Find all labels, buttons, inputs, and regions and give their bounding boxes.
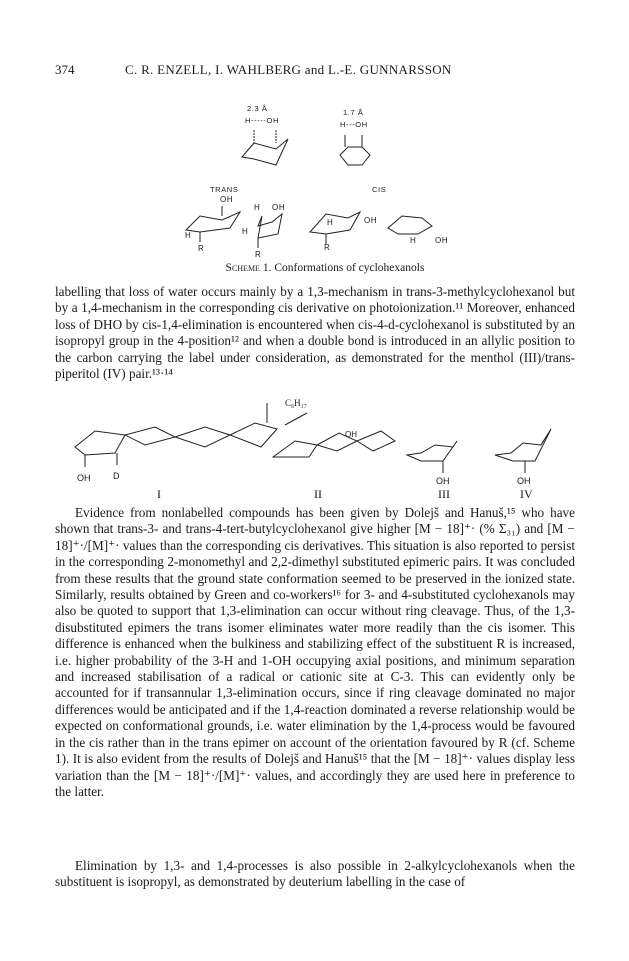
c8h17-label: C₈H₁₇ xyxy=(285,398,307,408)
oh-label-3: OH xyxy=(364,216,378,225)
compound-label-iii: III xyxy=(438,487,450,501)
oh-label-2: OH xyxy=(272,203,286,212)
scheme-caption-text: 1. Conformations of cyclohexanols xyxy=(259,262,425,274)
r-label-1: R xyxy=(198,244,205,253)
paragraph-2-text: Evidence from nonlabelled compounds has been given by Dolejš and Hanuš,¹⁵ who have shown that trans-3- and trans-4-tert-butylcyclohexanol give higher [M − 18]⁺· (% Σ₃₁) and [M − 18]⁺·/[M]⁺· values than the corresponding cis derivatives. This situation is also reported to persist in the corresponding 2-monomethyl and 2,2-dimethyl substituted epimeric pairs. It was concluded from these results that the ground state conformation seemed to be preserved in the ionized state. Similarly, results obtained by Green and co-workers¹⁶ for 3- and 4-substituted cyclohexanols may also be quoted to support that 1,3-elimination can occur without ring cleavage. Thus, of the 1,3-disubstituted epimers the trans isomer eliminates water more readily than the cis isomer. This difference is enhanced when the bulkiness and stabilizing effect of the substituent R is increased, i.e. higher probability of the 3-H and 1-OH occupying axial positions, and minimum separation and increased stabilisation of a radical or cationic site at C-3. This can evidently only be accounted for if transannular 1,3-elimination occurs, since if ring cleavage dominated no major differences would be anticipated and if the 1,4-reaction dominated a reverse relationship would be expected on conformational grounds, i.e. water elimination by the 1,4-process would be favoured in the cis rather than in the trans epimer on account of the orientation favoured by R (cf. Scheme 1). It is also evident from the results of Dolejš and Hanuš¹⁵ that the [M − 18]⁺· values display less variation than the [M − 18]⁺·/[M]⁺· values, and accordingly they are used here in preference to the latter. xyxy=(55,505,575,799)
compound-label-i: I xyxy=(157,487,161,501)
h-label-5: H xyxy=(410,236,417,245)
scheme-caption-prefix: Scheme xyxy=(225,262,260,274)
h-oh-left: H-----OH xyxy=(245,116,279,125)
distance-label-right: 1.7 Å xyxy=(343,108,364,117)
steroid-and-terpene-structures xyxy=(55,395,575,485)
paragraph-3-text: Elimination by 1,3- and 1,4-processes is also possible in 2-alkylcyclohexanols when the substituent is isopropyl, as demonstrated by deuterium labelling in the case of xyxy=(55,858,575,890)
oh-label-iv: OH xyxy=(517,476,531,486)
cyclohexane-conformers-top xyxy=(150,125,480,205)
oh-label-4: OH xyxy=(435,236,449,245)
distance-label-left: 2.3 Å xyxy=(247,104,268,113)
cis-label: CIS xyxy=(372,185,387,194)
oh-label-i: OH xyxy=(77,473,91,483)
trans-label: TRANS xyxy=(210,185,239,194)
paragraph-1-text: labelling that loss of water occurs mainly by a 1,3-mechanism in trans-3-methylcyclohexanol but by a 1,4-mechanism in the corresponding cis derivative on photoionization.¹¹ Moreover, enhanced loss of DHO by cis-1,4-elimination is encountered when cis-4-d-cyclohexanol is substituted by an isopropyl group in the 4-position¹² and when a double bond is introduced in an allylic position to the carbon carrying the label under consideration, as demonstrated for the menthol (III)/trans-piperitol (IV) pair.¹³·¹⁴ xyxy=(55,284,575,382)
paragraph-3 xyxy=(55,858,575,891)
r-label-2: R xyxy=(255,250,262,259)
d-label-i: D xyxy=(113,471,120,481)
oh-label-1: OH xyxy=(220,195,234,204)
compound-label-ii: II xyxy=(314,487,322,501)
paragraph-1 xyxy=(55,284,575,382)
h-label-4: H xyxy=(327,218,334,227)
paragraph-2 xyxy=(55,505,575,800)
h-label-2: H xyxy=(254,203,261,212)
running-authors: C. R. ENZELL, I. WAHLBERG and L.-E. GUNNARSSON xyxy=(125,62,452,77)
h-label-3: H xyxy=(242,227,249,236)
h-label-1: H xyxy=(185,231,192,240)
oh-label-ii: OH xyxy=(345,430,357,439)
running-header xyxy=(55,62,575,82)
structures-figure xyxy=(55,395,575,505)
r-label-3: R xyxy=(324,243,331,252)
h-oh-right: H---OH xyxy=(340,120,368,129)
scheme-caption xyxy=(160,262,490,274)
page-number: 374 xyxy=(55,62,75,77)
oh-label-iii: OH xyxy=(436,476,450,486)
compound-label-iv: IV xyxy=(520,487,533,501)
